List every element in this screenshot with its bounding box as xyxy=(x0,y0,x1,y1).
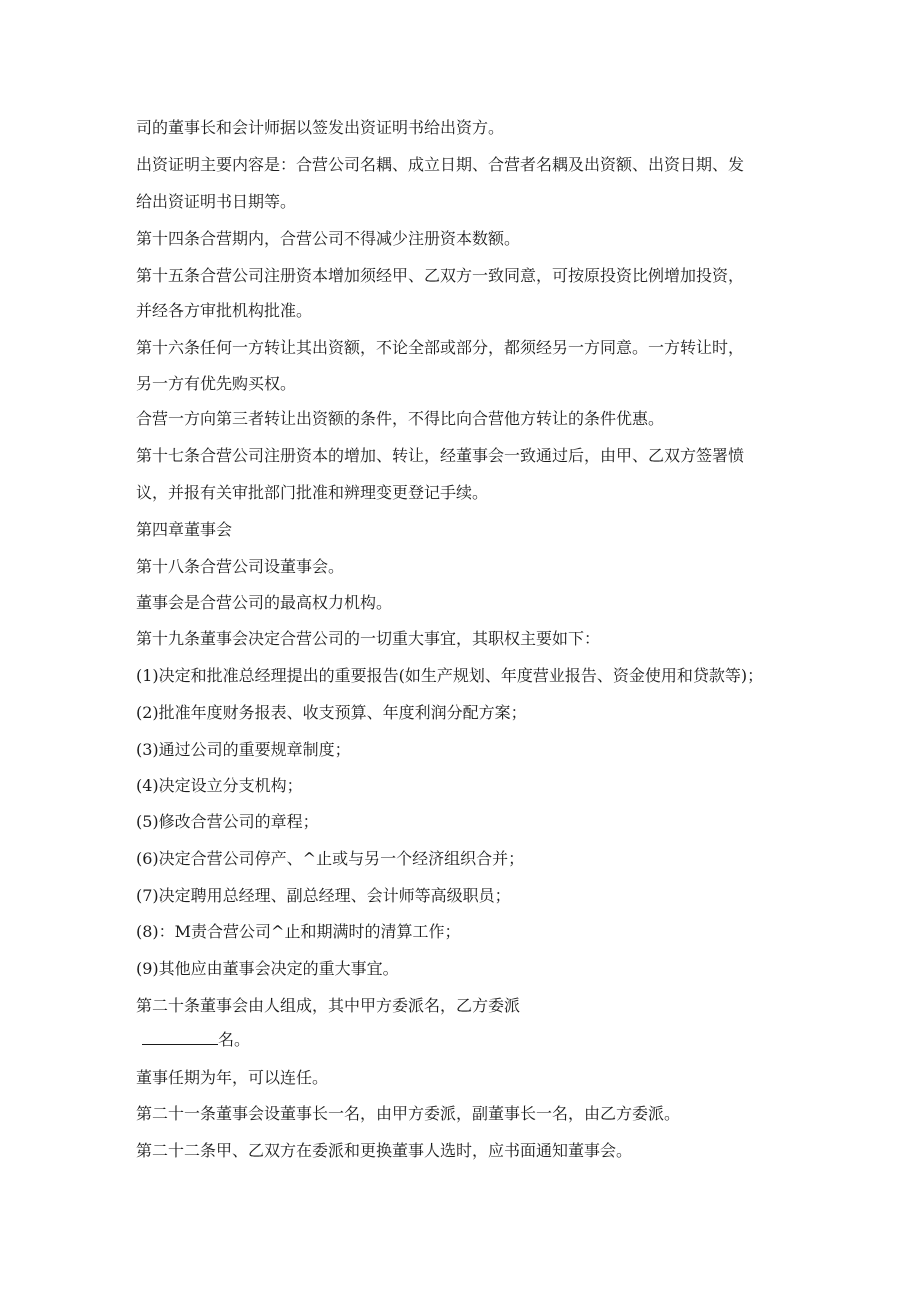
text-line: 给出资证明书日期等。 xyxy=(136,192,297,211)
text-line: 第十九条董事会决定合营公司的一切重大事宜，其职权主要如下： xyxy=(136,629,601,648)
list-item: (5)修改合营公司的章程； xyxy=(136,812,319,831)
text-line-with-blank xyxy=(136,1030,250,1050)
text-line: 第十六条任何一方转让其出资额，不论全部或部分，都须经另一方同意。一方转让时， xyxy=(136,338,745,357)
list-item: (9)其他应由董事会决定的重大事宜。 xyxy=(136,959,399,978)
text-line: 第十八条合营公司设董事会。 xyxy=(136,557,345,576)
blank-suffix: 名。 xyxy=(218,1030,251,1049)
text-line: 董事会是合营公司的最高权力机构。 xyxy=(136,593,393,612)
text-line: 第十五条合营公司注册资本增加须经甲、乙双方一致同意，可按原投资比例增加投资， xyxy=(136,266,745,285)
text-line: 第十七条合营公司注册资本的增加、转让，经董事会一致通过后，由甲、乙双方签署愤 xyxy=(136,446,745,465)
text-line: 第二十一条董事会设董事长一名，由甲方委派，副董事长一名，由乙方委派。 xyxy=(136,1104,681,1123)
fill-in-blank xyxy=(142,1030,218,1045)
chapter-heading: 第四章董事会 xyxy=(136,520,233,539)
list-item: (2)批准年度财务报表、收支预算、年度利润分配方案； xyxy=(136,703,527,722)
list-item: (7)决定聘用总经理、副总经理、会计师等高级职员； xyxy=(136,886,511,905)
text-line: 另一方有优先购买权。 xyxy=(136,374,297,393)
text-line: 第十四条合营期内，合营公司不得减少注册资本数额。 xyxy=(136,229,521,248)
text-line: 第二十二条甲、乙双方在委派和更换董事人选时，应书面通知董事会。 xyxy=(136,1141,633,1160)
text-line: 并经各方审批机构批准。 xyxy=(136,301,313,320)
text-line: 第二十条董事会由人组成，其中甲方委派名，乙方委派 xyxy=(136,996,521,1015)
text-line: 合营一方向第三者转让出资额的条件，不得比向合营他方转让的条件优惠。 xyxy=(136,409,665,428)
list-item: (4)决定设立分支机构； xyxy=(136,776,303,795)
list-item: (6)决定合营公司停产、^止或与另一个经济组织合并； xyxy=(136,849,525,868)
list-item: (3)通过公司的重要规章制度； xyxy=(136,740,351,759)
text-line: 议，并报有关审批部门批准和辨理变更登记手续。 xyxy=(136,483,489,502)
list-item: (8)：M责合营公司^止和期满时的清算工作； xyxy=(136,922,461,941)
text-line: 董事任期为年，可以连任。 xyxy=(136,1068,329,1087)
text-line: 出资证明主要内容是：合营公司名耦、成立日期、合营者名耦及出资额、出资日期、发 xyxy=(136,155,745,174)
list-item: (1)决定和批准总经理提出的重要报告(如生产规划、年度营业报告、资金使用和贷款等)； xyxy=(136,666,764,685)
text-line: 司的董事长和会计师据以签发出资证明书给出资方。 xyxy=(136,118,505,137)
